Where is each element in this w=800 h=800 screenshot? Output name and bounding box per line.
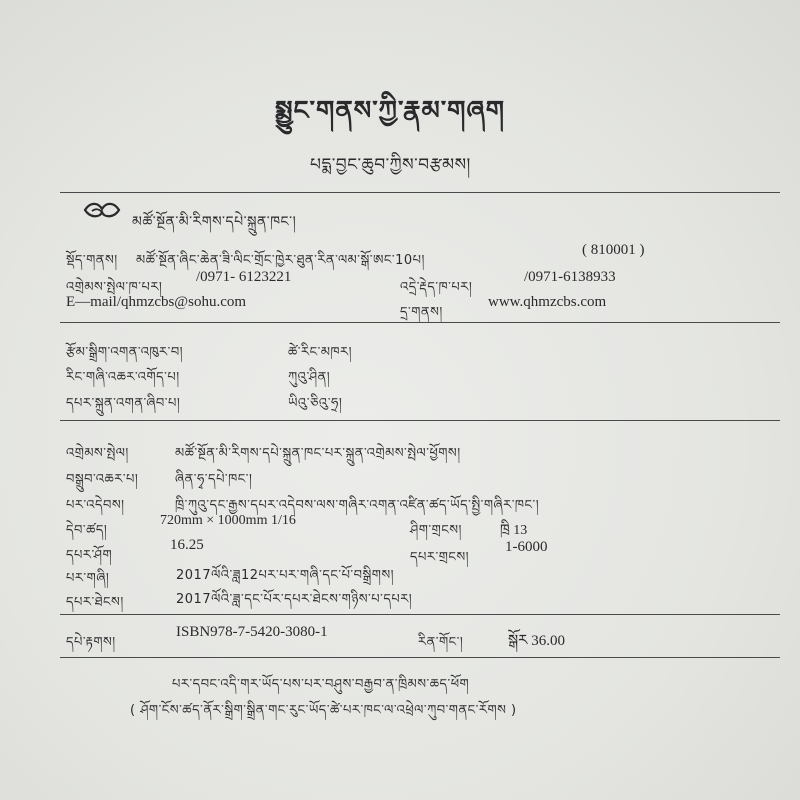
address-value: མཚོ་སྔོན་ཞིང་ཆེན་ཟི་ལིང་གྲོང་ཁྱེར་ཐུན་རིན་ལམ་སྒོ་ཨང་10པ། [136,253,425,268]
fax-label: འདྲེ་རྡེད་ཁ་པར། [400,280,473,295]
fax-value: /0971-6138933 [524,269,616,285]
proof-label: དཔར་སྐྲུན་འགན་ཞིབ་པ། [66,396,181,411]
edit-phone-value: /0971- 6123221 [196,269,292,285]
divider-5 [60,657,780,658]
edit-phone-label: འགྲེམས་སྤེལ་ཁ་པར། [66,280,163,295]
sheets-label: ཤིག་གྲངས། [410,523,462,538]
distribution-label: འགྲེམས་སྤེལ། [66,446,129,461]
printer-label: པར་འདེབས། [66,498,125,513]
email: E—mail/qhmzcbs@sohu.com [66,294,247,310]
publisher-logo [82,200,122,222]
seller-label: བསྒྲུབ་འཆར་པ། [66,472,139,487]
divider-top [60,192,780,193]
edition-label: པར་གཞི། [66,571,110,586]
publisher-name: མཚོ་སྔོན་མི་རིགས་དཔེ་སྐྲུན་ཁང་། [132,214,297,230]
author-line: པདྨ་བྱང་ཆུབ་ཀྱིས་བརྩམས། [310,155,471,175]
divider-4 [60,614,780,615]
copies-value: 1-6000 [505,539,548,555]
print-sheets-label: དཔར་ཤོག [66,548,113,563]
copyright-notice: པར་དབང་འདི་གར་ཡོད་པས་པར་བཤུས་བརྒྱབ་ན་ཁྲིམས་ཆད་ཕོག [172,677,470,692]
edition-value: 2017ལོའི་ཟླ12པར་པར་གཞི་དང་པོ་བསྒྲིགས། [176,568,395,583]
copies-label: དཔར་གྲངས། [410,550,470,565]
distribution-value: མཚོ་སྔོན་མི་རིགས་དཔེ་སྐྲུན་ཁང་པར་སྐྲུན་འགྲེམས་སྤེལ་ཕྱོགས། [175,446,461,461]
editor-label: རྩོམ་སྒྲིག་འགན་འཁུར་བ། [66,345,184,360]
size-value: 720mm × 1000mm 1/16 [160,513,296,528]
quality-notice: ( ཤོག་ངོས་ཚད་ནོར་སྒྲིག་སྒྲིན་གང་རུང་ཡོད་ཚེ་པར་ཁང་ལ་འཕྲེལ་ཀུབ་གནང་རོགས ) [130,703,517,718]
book-title: སྨྱུང་གནས་ཀྱི་རྣམ་གཞག [275,96,505,126]
print-date-label: དཔར་ཐེངས། [66,595,124,610]
price-label: རིན་གོང་། [418,635,464,650]
website-label: དྲ་གནས། [400,305,443,320]
website-value: www.qhmzcbs.com [488,294,607,310]
editor-value: ཚེ་རིང་མཁར། [288,345,353,360]
isbn-value: ISBN978-7-5420-3080-1 [176,624,328,640]
proof-value: ཡིའུ་ཅིའུ་ཧྲ། [288,396,343,411]
sheets-value: ཁྲི 13 [500,523,528,538]
print-sheets-value: 16.25 [170,537,204,553]
divider-2 [60,322,780,323]
size-label: དེབ་ཚད། [66,523,108,538]
printer-value: ཁྲི་ཀུའུ་དང་རྒྱས་དཔར་འདེབས་ལས་གཞིར་འགན་འཛིན་ཚད་ཡོད་སྤྱི་གཞིར་ཁང་། [175,498,540,513]
designer-value: ཀུའུ་ཤིན། [288,370,331,385]
postcode: ( 810001 ) [582,242,645,258]
divider-3 [60,420,780,421]
seller-value: ཞིན་ཧྭ་དཔེ་ཁང་། [175,472,253,487]
address-label: སྡོད་གནས། [66,253,118,268]
price-value: སྒོར 36.00 [508,633,565,649]
designer-label: རིང་གཞི་འཆར་འགོད་པ། [66,370,180,385]
print-date-value: 2017ལོའི་ཟླ་དང་པོར་དཔར་ཐེངས་གཉིས་པ་དཔར། [176,592,413,607]
isbn-label: དཔེ་རྟགས། [66,635,116,650]
